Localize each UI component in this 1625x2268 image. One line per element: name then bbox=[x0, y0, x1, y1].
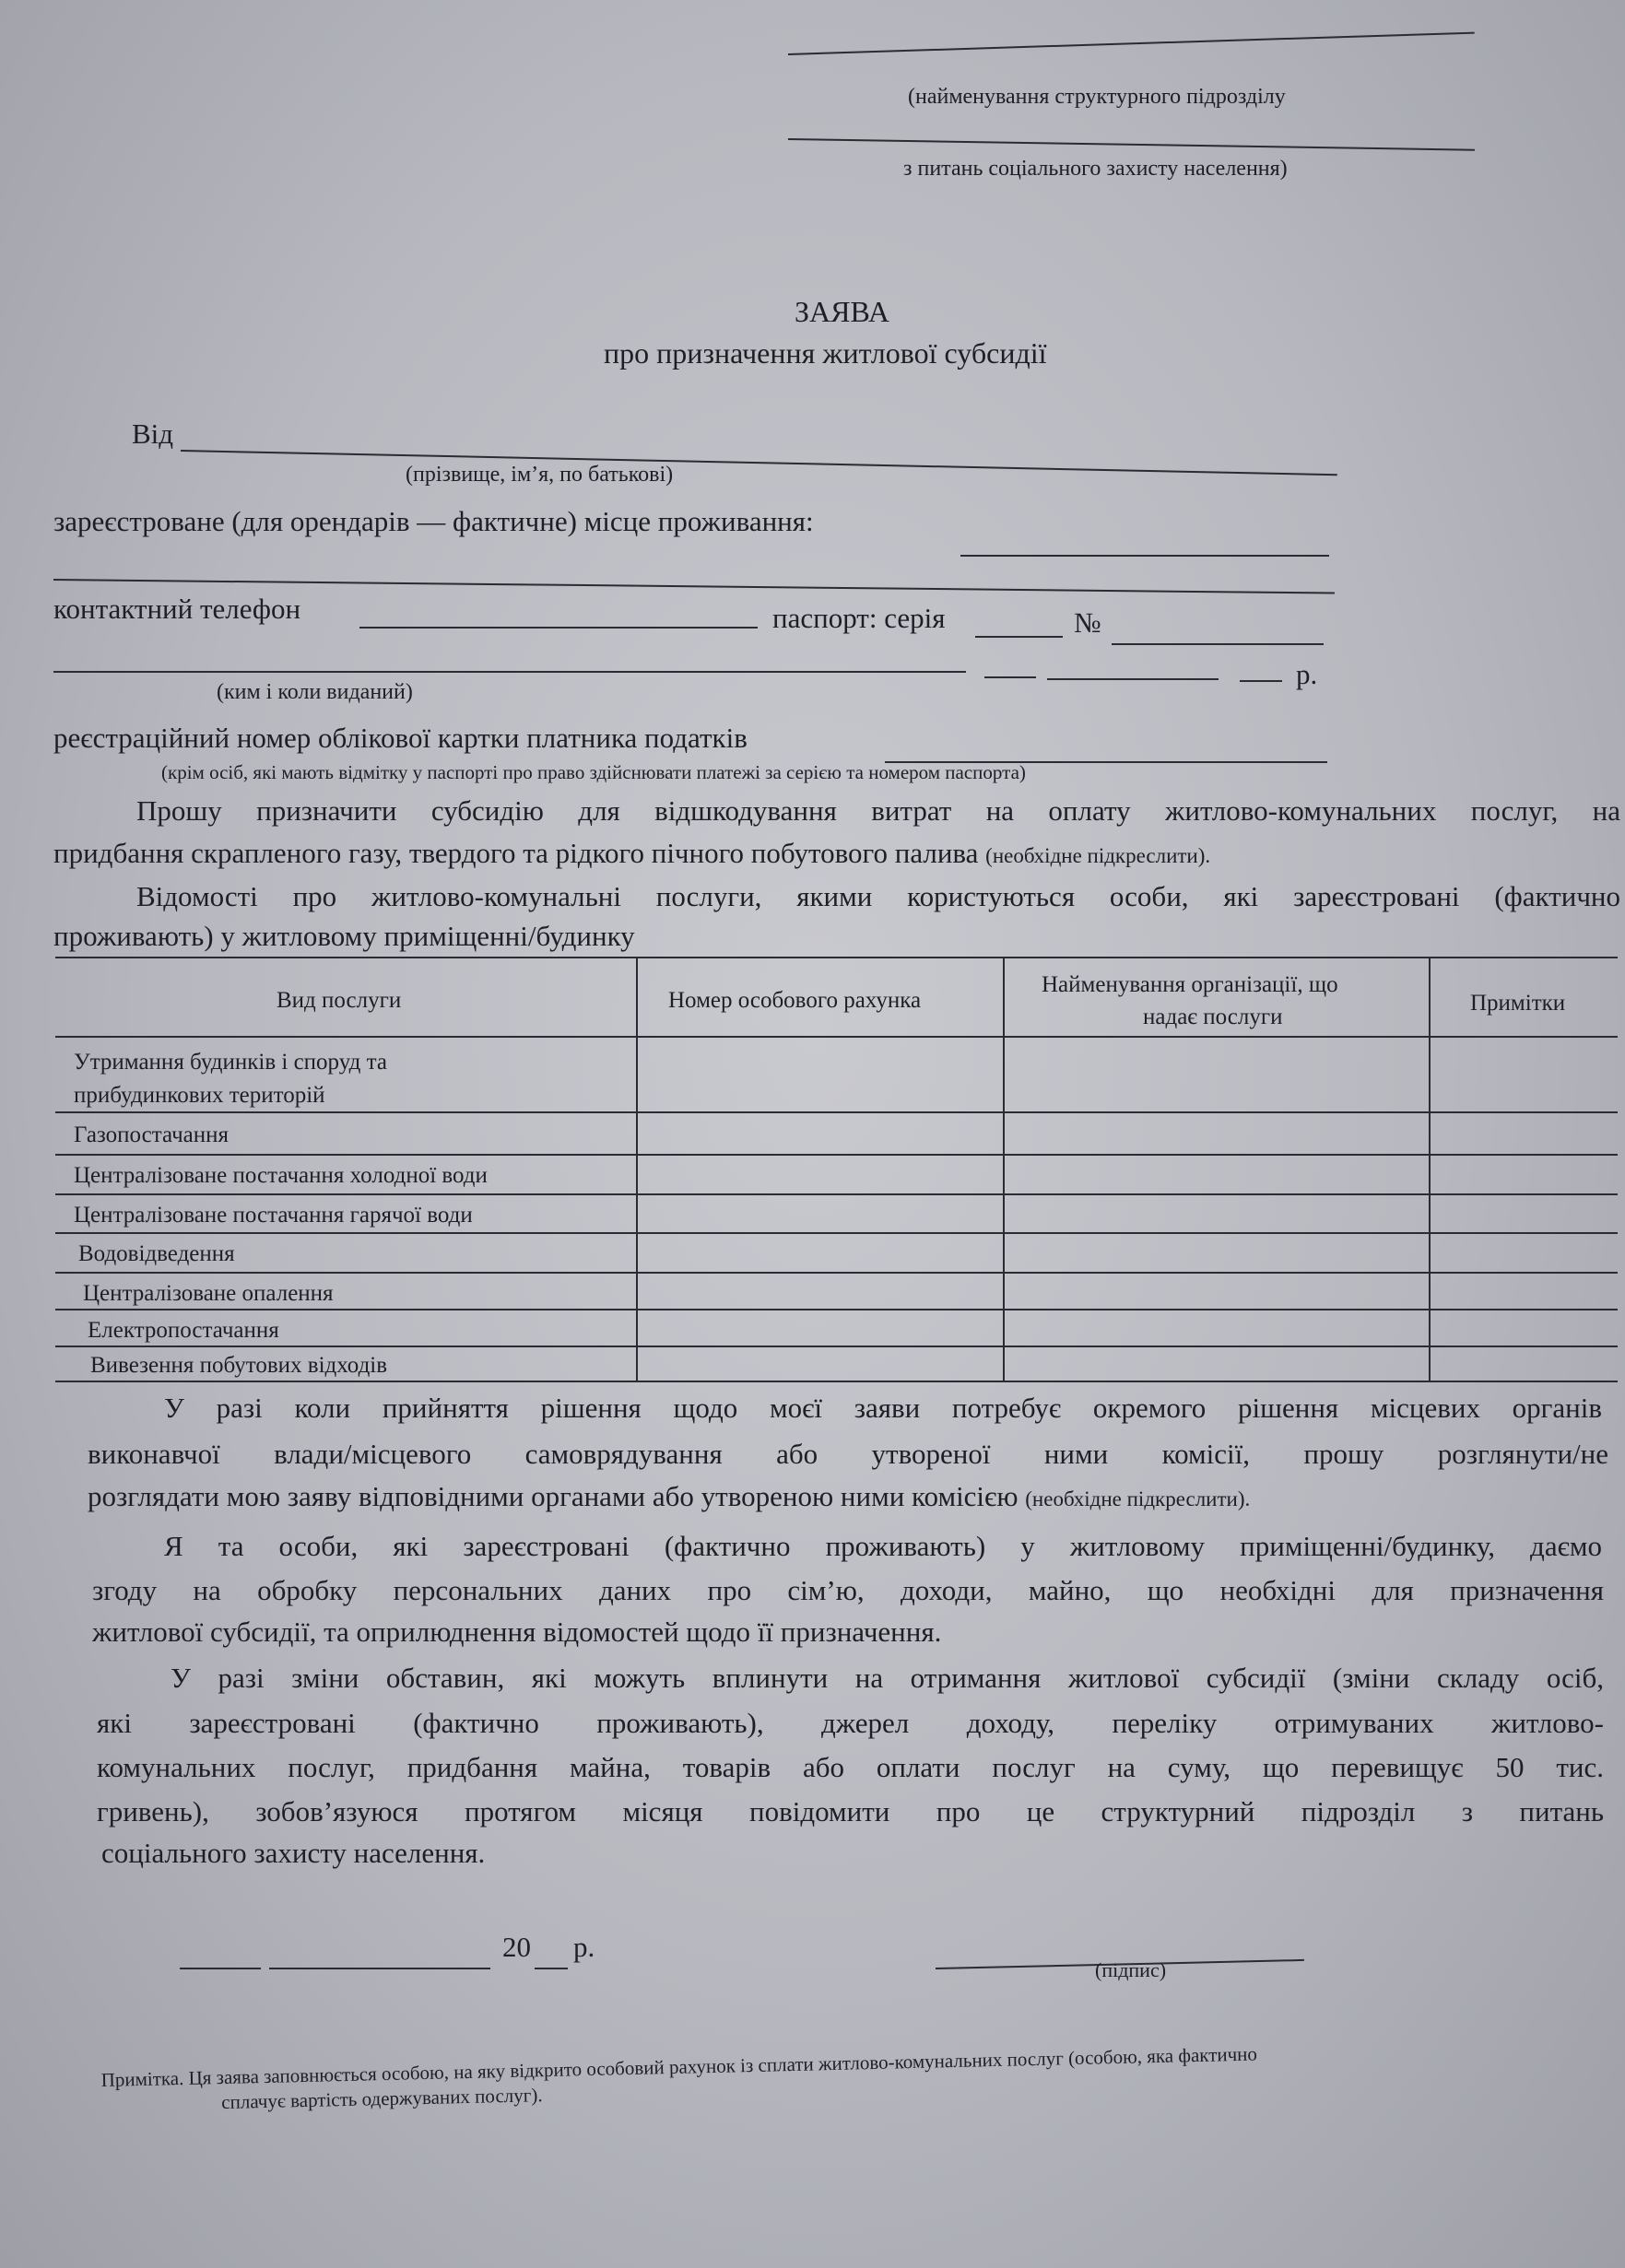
issued-by-line[interactable] bbox=[53, 671, 966, 673]
changes-paragraph-line-1: У разі зміни обставин, які можуть вплинути на отримання житлової субсидії (зміни складу осіб, bbox=[171, 1662, 1604, 1694]
request-text: придбання скрапленого газу, твердого та рідкого пічного побутового палива bbox=[53, 837, 979, 869]
passport-series-line[interactable] bbox=[975, 636, 1063, 638]
name-caption: (прізвище, ім’я, по батькові) bbox=[406, 463, 674, 487]
footnote-line-1: Примітка. Ця заява заповнюється особою, на яку відкрито особовий рахунок із сплати житлово-комунальних послуг (особою, яка фактично bbox=[100, 2042, 1258, 2092]
table-row-border bbox=[55, 1272, 1618, 1274]
from-label: Від bbox=[132, 417, 174, 450]
tax-caption: (крім осіб, які мають відмітку у паспорті про право здійснювати платежі за серією та номером паспорта) bbox=[161, 761, 1026, 783]
row-service-label: прибудинкових територій bbox=[74, 1083, 325, 1108]
consent-paragraph-line-2: згоду на обробку персональних даних про сім’ю, доходи, майно, що необхідні для призначення bbox=[92, 1574, 1604, 1606]
date-year-suffix: р. bbox=[573, 1931, 595, 1963]
department-caption-1: (найменування структурного підрозділу bbox=[908, 85, 1286, 109]
table-header-border bbox=[55, 1036, 1618, 1038]
date-month-line[interactable] bbox=[269, 1968, 490, 1969]
row-service-label: Утримання будинків і споруд та bbox=[74, 1050, 387, 1075]
footnote-line-2: сплачує вартість одержуваних послуг). bbox=[220, 2084, 543, 2114]
table-row bbox=[74, 1046, 387, 1112]
header-organization-2: надає послуги bbox=[1143, 1005, 1283, 1029]
table-row: Вивезення побутових відходів bbox=[90, 1353, 388, 1378]
department-caption-2: з питань соціального захисту населення) bbox=[903, 157, 1288, 181]
table-row-border bbox=[55, 1193, 1618, 1195]
passport-number-line[interactable] bbox=[1112, 643, 1324, 645]
decision-paragraph-line-1: У разі коли прийняття рішення щодо моєї заяви потребує окремого рішення місцевих органів bbox=[164, 1392, 1602, 1424]
residence-label: зареєстроване (для орендарів — фактичне) місце проживання: bbox=[53, 505, 814, 537]
info-paragraph-line-2: проживають) у житловому приміщенні/будинку bbox=[53, 920, 635, 952]
table-column-border bbox=[636, 957, 638, 1381]
table-row-border bbox=[55, 1154, 1618, 1156]
header-account-number: Номер особового рахунка bbox=[668, 988, 922, 1013]
decision-note: (необхідне підкреслити). bbox=[1025, 1487, 1251, 1510]
changes-paragraph-line-5: соціального захисту населення. bbox=[101, 1837, 486, 1869]
table-row: Централізоване постачання гарячої води bbox=[74, 1203, 473, 1228]
request-paragraph-line-2 bbox=[53, 839, 1210, 867]
changes-paragraph-line-2: які зареєстровані (фактично проживають), джерел доходу, переліку отримуваних житлово- bbox=[97, 1707, 1604, 1739]
request-note: (необхідне підкреслити). bbox=[985, 844, 1211, 867]
table-row: Газопостачання bbox=[74, 1122, 230, 1147]
table-row: Централізоване опалення bbox=[83, 1281, 334, 1306]
signature-caption: (підпис) bbox=[1095, 1958, 1167, 1981]
phone-label: контактний телефон bbox=[53, 593, 301, 625]
table-column-border bbox=[1003, 957, 1005, 1381]
tax-number-label: реєстраційний номер облікової картки платника податків bbox=[53, 722, 748, 754]
phone-line[interactable] bbox=[359, 627, 758, 629]
issued-date-line-1[interactable] bbox=[984, 676, 1036, 678]
date-day-line[interactable] bbox=[180, 1968, 261, 1969]
table-row-border bbox=[55, 1232, 1618, 1234]
form-title: ЗАЯВА bbox=[795, 295, 889, 328]
request-paragraph-line-1: Прошу призначити субсидію для відшкодування витрат на оплату житлово-комунальних послуг, на bbox=[136, 794, 1620, 827]
consent-paragraph-line-1: Я та особи, які зареєстровані (фактично проживають) у житловому приміщенні/будинку, даємо bbox=[164, 1530, 1602, 1562]
table-row-border bbox=[55, 1346, 1618, 1347]
issued-year-line[interactable] bbox=[1240, 680, 1282, 682]
header-notes: Примітки bbox=[1470, 991, 1566, 1016]
department-name-line-2[interactable] bbox=[788, 138, 1475, 151]
form-subtitle: про призначення житлової субсидії bbox=[604, 336, 1047, 370]
issued-caption: (ким і коли виданий) bbox=[217, 680, 413, 704]
header-organization-1: Найменування організації, що bbox=[1042, 972, 1338, 997]
changes-paragraph-line-3: комунальних послуг, придбання майна, товарів або оплати послуг на суму, що перевищує 50 тис. bbox=[97, 1751, 1604, 1783]
table-column-border bbox=[1429, 957, 1431, 1381]
table-row: Електропостачання bbox=[88, 1318, 279, 1343]
changes-paragraph-line-4: гривень), зобов’язуюся протягом місяця повідомити про це структурний підрозділ з питань bbox=[97, 1795, 1604, 1827]
table-row: Централізоване постачання холодної води bbox=[74, 1163, 488, 1188]
issued-year-suffix: р. bbox=[1296, 658, 1318, 690]
table-row: Водовідведення bbox=[78, 1241, 235, 1266]
table-row-border bbox=[55, 1309, 1618, 1310]
consent-paragraph-line-3: житлової субсидії, та оприлюднення відомостей щодо її призначення. bbox=[92, 1616, 942, 1648]
date-year-line[interactable] bbox=[535, 1968, 568, 1969]
issued-date-line-2[interactable] bbox=[1047, 678, 1219, 680]
passport-label: паспорт: серія bbox=[772, 602, 946, 634]
decision-paragraph-line-2: виконавчої влади/місцевого самоврядування або утвореної ними комісії, прошу розглянути/не bbox=[88, 1438, 1608, 1470]
decision-text: розглядати мою заяву відповідними органами або утвореною ними комісією bbox=[88, 1480, 1019, 1512]
decision-paragraph-line-3 bbox=[88, 1482, 1250, 1510]
residence-line-1[interactable] bbox=[960, 555, 1329, 557]
footnote bbox=[100, 2043, 1257, 2117]
info-paragraph-line-1: Відомості про житлово-комунальні послуги, якими користуються особи, які зареєстровані (фактично bbox=[136, 880, 1620, 912]
header-service-type: Вид послуги bbox=[277, 988, 402, 1013]
passport-number-label: № bbox=[1074, 606, 1101, 639]
table-top-border bbox=[55, 957, 1618, 958]
department-name-line[interactable] bbox=[788, 32, 1475, 55]
date-year-prefix: 20 bbox=[502, 1931, 531, 1963]
applicant-name-line[interactable] bbox=[181, 450, 1337, 476]
table-bottom-border bbox=[55, 1381, 1618, 1382]
